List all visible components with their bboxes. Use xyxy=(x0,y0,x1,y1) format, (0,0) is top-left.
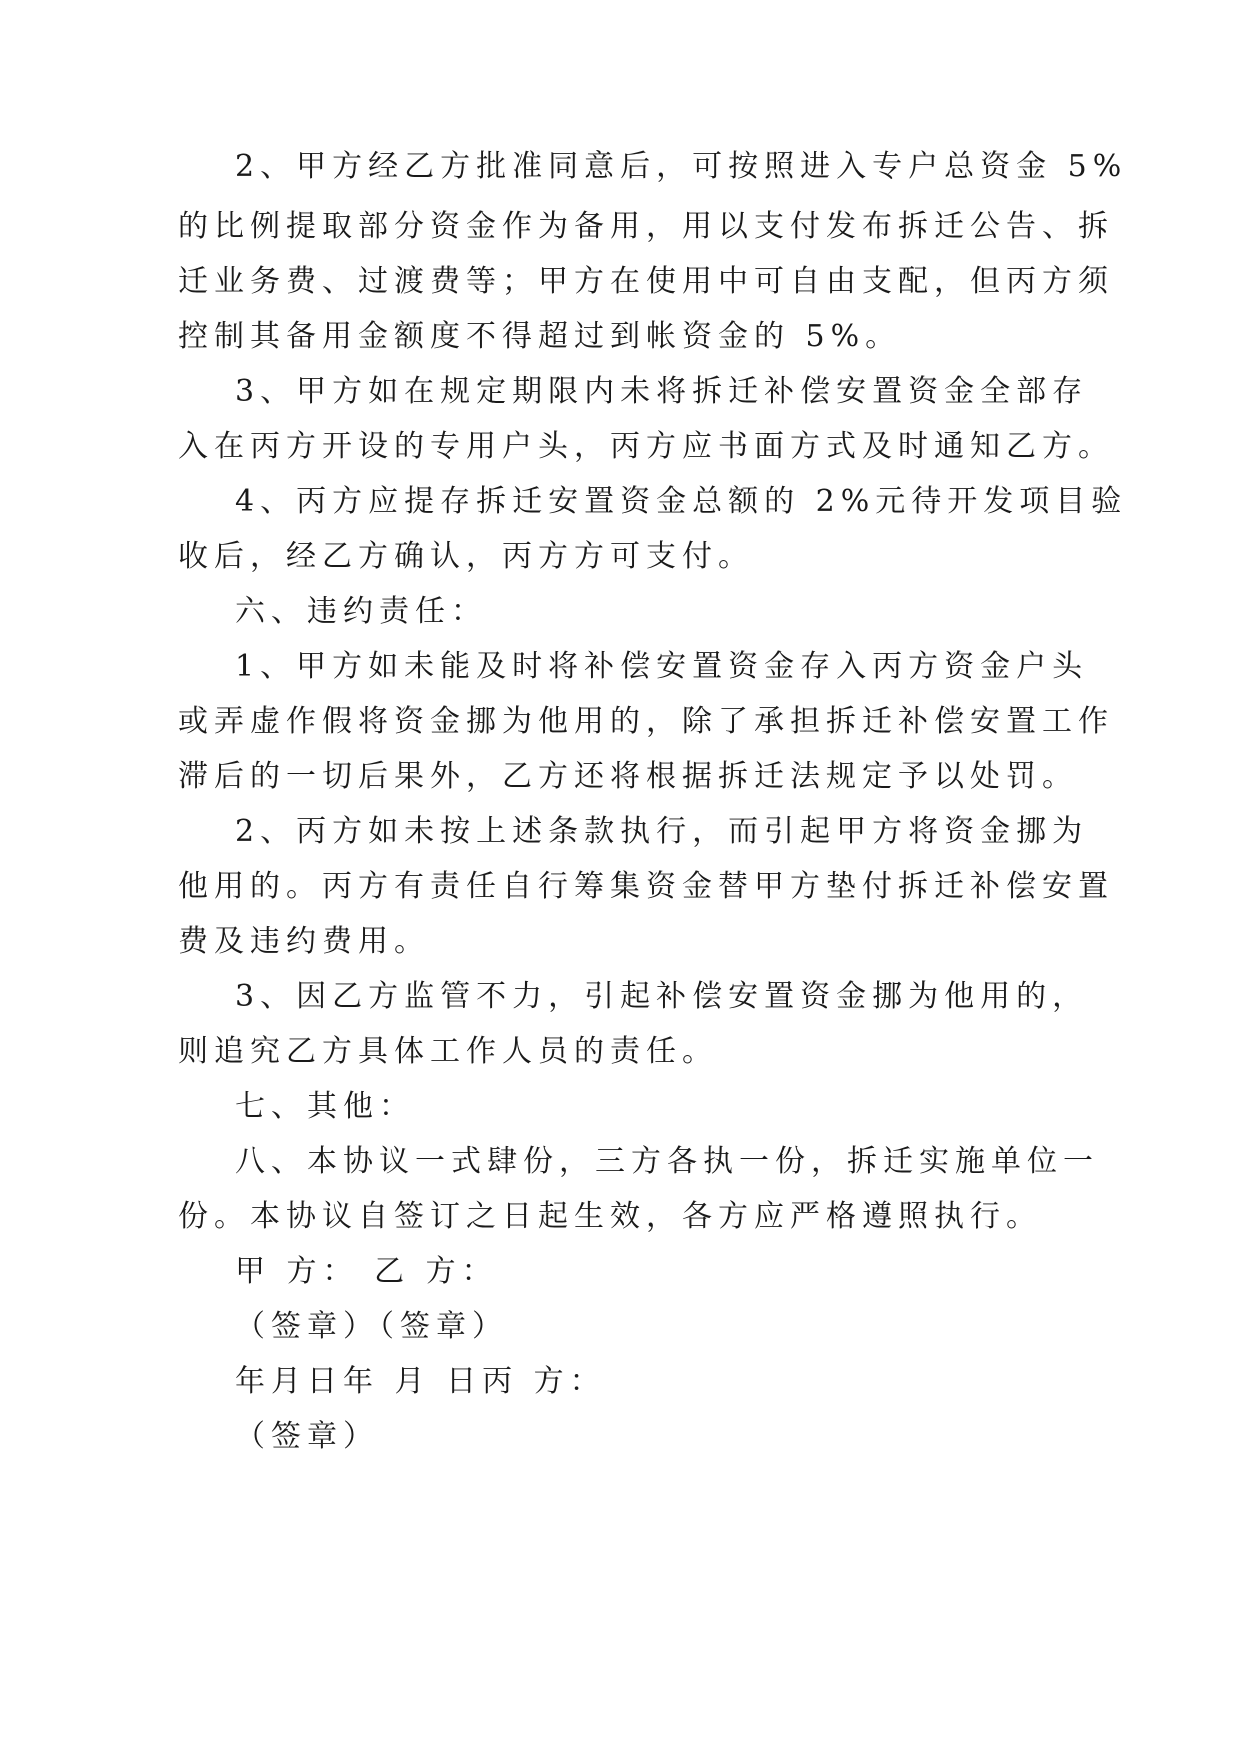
text-line: 1、甲方如未能及时将补偿安置资金存入丙方资金户头 xyxy=(235,649,1089,684)
signature-seal: （签章） xyxy=(235,1419,379,1454)
text-line: 入在丙方开设的专用户头，丙方应书面方式及时通知乙方。 xyxy=(178,429,1114,464)
text-line: 4、丙方应提存拆迁安置资金总额的 2%元待开发项目验 xyxy=(235,484,1128,519)
text-line: 费及违约费用。 xyxy=(178,924,430,959)
text-line: 3、甲方如在规定期限内未将拆迁补偿安置资金全部存 xyxy=(235,374,1089,409)
text-line: 则追究乙方具体工作人员的责任。 xyxy=(178,1034,718,1069)
text-line: 2、丙方如未按上述条款执行，而引起甲方将资金挪为 xyxy=(235,814,1089,849)
section-heading: 七、其他： xyxy=(235,1089,415,1124)
text-line: 2、甲方经乙方批准同意后，可按照进入专户总资金 5% xyxy=(235,149,1128,184)
text-line: 或弄虚作假将资金挪为他用的，除了承担拆迁补偿安置工作 xyxy=(178,704,1114,739)
section-heading: 六、违约责任： xyxy=(235,594,487,629)
text-line: 3、因乙方监管不力，引起补偿安置资金挪为他用的， xyxy=(235,979,1089,1014)
text-line: 收后，经乙方确认，丙方方可支付。 xyxy=(178,539,754,574)
signature-date: 年月日年 月 日丙 方： xyxy=(235,1364,606,1399)
signature-parties: 甲 方： 乙 方： xyxy=(235,1254,498,1289)
text-line: 的比例提取部分资金作为备用，用以支付发布拆迁公告、拆 xyxy=(178,209,1114,244)
signature-seals: （签章）（签章） xyxy=(235,1309,508,1344)
text-line: 他用的。丙方有责任自行筹集资金替甲方垫付拆迁补偿安置 xyxy=(178,869,1114,904)
text-line: 迁业务费、过渡费等；甲方在使用中可自由支配，但丙方须 xyxy=(178,264,1114,299)
text-line: 份。本协议自签订之日起生效，各方应严格遵照执行。 xyxy=(178,1199,1042,1234)
text-line: 滞后的一切后果外，乙方还将根据拆迁法规定予以处罚。 xyxy=(178,759,1078,794)
text-line: 八、本协议一式肆份，三方各执一份，拆迁实施单位一 xyxy=(235,1144,1099,1179)
text-line: 控制其备用金额度不得超过到帐资金的 5%。 xyxy=(178,319,902,354)
